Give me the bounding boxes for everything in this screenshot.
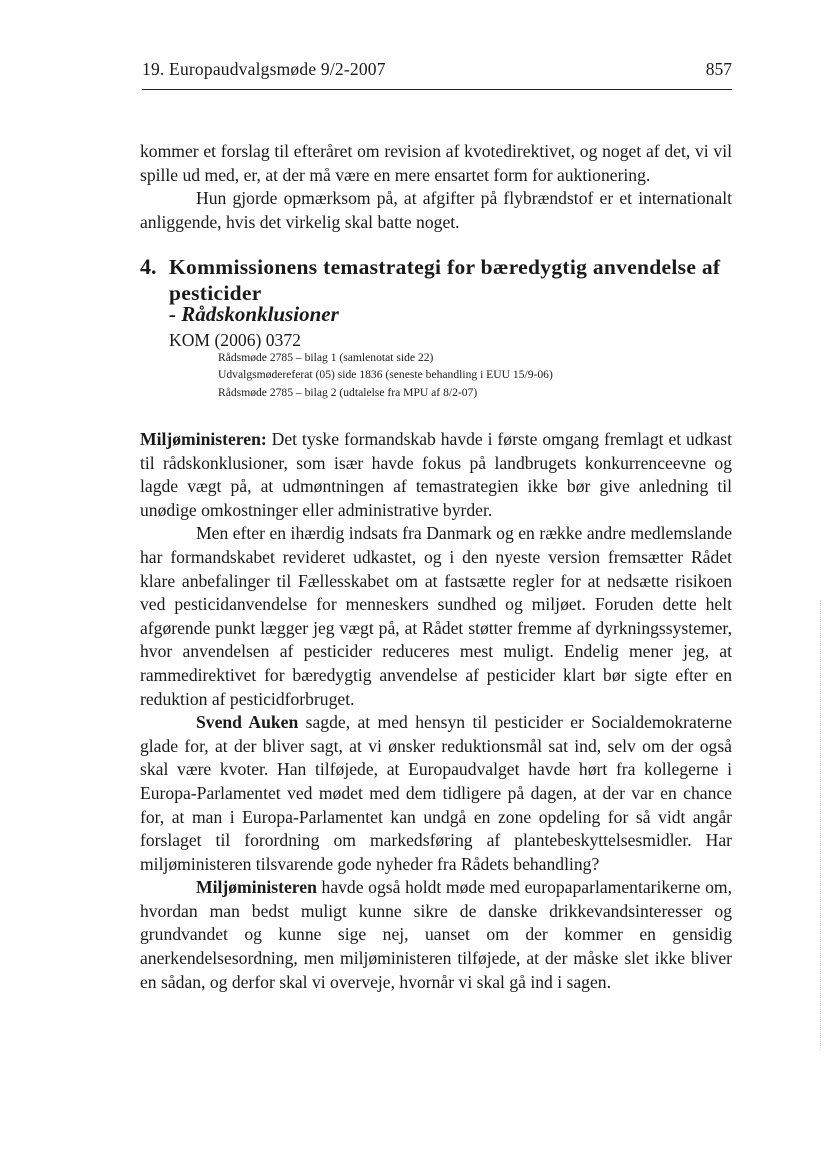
reference-item: Rådsmøde 2785 – bilag 2 (udtalelse fra MPU af 8/2-07)	[218, 385, 478, 399]
speech-text: havde også holdt møde med europaparlamentarikerne om, hvordan man bedst muligt kunne sikre de danske drikkevandsinteresser og grundvandet og kunne sige nej, uanset om der kommer en gensidig anerkendelsesordning, men miljøministeren tilføjede, at der måske slet ikke bliver en sådan, og derfor skal vi overveje, hvornår vi skal gå ind i sagen.	[140, 877, 732, 992]
page-number: 857	[705, 59, 732, 79]
speaker-name: Svend Auken	[196, 712, 299, 733]
running-header-title: 19. Europaudvalgsmøde 9/2-2007	[142, 59, 386, 79]
speech-text: Det tyske formandskab havde i første omgang fremlagt et udkast til rådskonklusioner, som især havde fokus på landbrugets konkurrenceevne og lagde vægt på, at udmøntningen af temastrategien ikke bør give anledning til unødige omkostninger eller administrative byrder.	[140, 429, 732, 520]
header-rule	[142, 89, 732, 90]
speaker-name: Miljøministeren	[196, 877, 317, 898]
discussion-paragraph-3	[140, 711, 732, 876]
discussion-paragraph-4	[140, 876, 732, 994]
speech-text: Men efter en ihærdig indsats fra Danmark og en række andre medlemslande har formandskabet revideret udkastet, og i den nyeste version fremsætter Rådet klare anbefalinger til Fællesskabet om at fastsætte regler for at nedsætte risikoen ved pesticidanvendelse for menneskers sundhed og miljøet. Foruden dette helt afgørende punkt lægger jeg vægt på, at Rådet støtter fremme af dyrkningssystemer, hvor anvendelsen af pesticider reduceres mest muligt. Endelig mener jeg, at rammedirektivet for bæredygtig anvendelse af pesticider klart bør sigte efter en reduktion af pesticidforbruget.	[140, 523, 732, 709]
scan-edge-line	[820, 600, 821, 1050]
reference-item: Rådsmøde 2785 – bilag 1 (samlenotat side 22)	[218, 351, 434, 364]
section-number: 4.	[140, 254, 157, 279]
intro-text	[140, 140, 732, 234]
intro-paragraph-2: Hun gjorde opmærksom på, at afgifter på flybrændstof er et internationalt anliggende, hvis det virkelig skal batte noget.	[140, 188, 732, 232]
reference-list	[218, 349, 553, 401]
speaker-name: Miljøministeren:	[140, 429, 267, 449]
section-code: KOM (2006) 0372	[169, 330, 301, 350]
discussion-paragraph-1	[140, 428, 732, 522]
section-title: Kommissionens temastrategi for bæredygtig anvendelse af pesticider	[169, 255, 721, 305]
reference-item: Udvalgsmødereferat (05) side 1836 (seneste behandling i EUU 15/9-06)	[218, 368, 553, 382]
intro-paragraph-1: kommer et forslag til efteråret om revision af kvotedirektivet, og noget af det, vi vil spille ud med, er, at der må være en mere ensartet form for auktionering.	[140, 141, 732, 185]
speech-text: sagde, at med hensyn til pesticider er Socialdemokraterne glade for, at der bliver sagt, at vi ønsker reduktionsmål sat ind, selv om der også skal være kvoter. Han tilføjede, at Europaudvalget havde hørt fra kollegerne i Europa-Parlamentet ved mødet med dem tidligere på dagen, at der var en chance for, at man i Europa-Parlamentet kan undgå en zone opdeling for så vidt angår forslaget til forordning om markedsføring af plantebeskyttelsesmidler. Har miljøministeren tilsvarende gode nyheder fra Rådets behandling?	[140, 712, 732, 874]
section-subtitle: - Rådskonklusioner	[169, 302, 339, 326]
discussion-text	[140, 428, 732, 994]
discussion-paragraph-2	[140, 522, 732, 711]
